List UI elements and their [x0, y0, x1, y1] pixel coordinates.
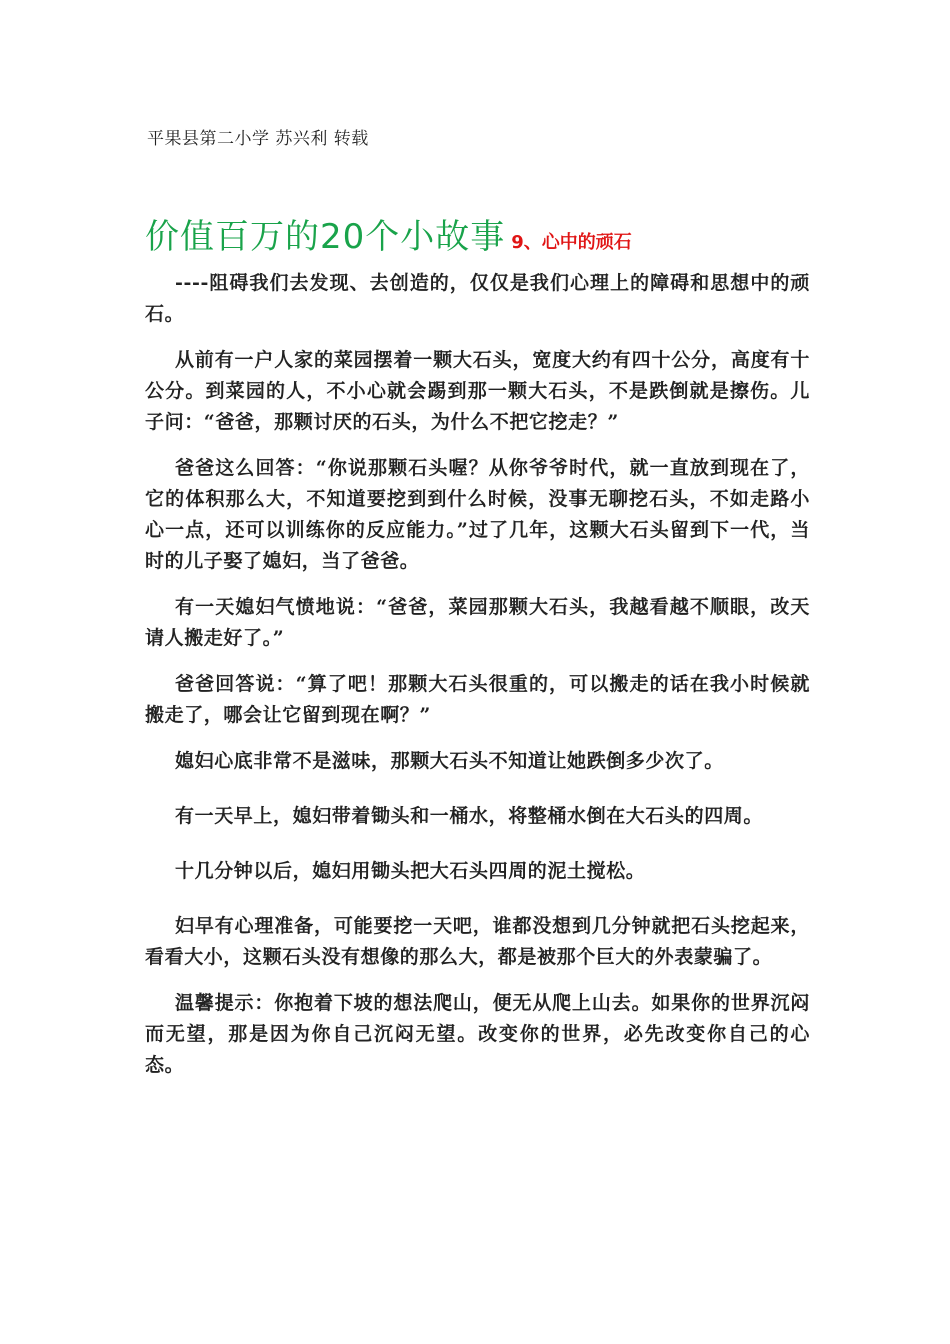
title-main: 价值百万的20个小故事 [145, 217, 506, 257]
paragraph: 媳妇心底非常不是滋味，那颗大石头不知道让她跌倒多少次了。 [175, 750, 724, 772]
attribution-line: 平果县第二小学 苏兴利 转载 [147, 129, 369, 149]
paragraph: 爸爸这么回答：“你说那颗石头喔？从你爷爷时代，就一直放到现在了，它的体积那么大，不知道要挖到到什么时候，没事无聊挖石头，不如走路小心一点，还可以训练你的反应能力。”过了几年，这颗大石头留到下一代，当时的儿子娶了媳妇，当了爸爸。 [145, 457, 810, 572]
paragraph: 从前有一户人家的菜园摆着一颗大石头，宽度大约有四十公分，高度有十公分。到菜园的人，不小心就会踢到那一颗大石头，不是跌倒就是擦伤。儿子问：“爸爸，那颗讨厌的石头，为什么不把它挖走？” [145, 349, 810, 433]
paragraph-intro: ----阻碍我们去发现、去创造的，仅仅是我们心理上的障碍和思想中的顽石。 [145, 272, 810, 325]
paragraph: 妇早有心理准备，可能要挖一天吧，谁都没想到几分钟就把石头挖起来，看看大小，这颗石头没有想像的那么大，都是被那个巨大的外表蒙骗了。 [145, 915, 810, 968]
paragraph: 有一天早上，媳妇带着锄头和一桶水，将整桶水倒在大石头的四周。 [175, 805, 764, 827]
paragraph: 有一天媳妇气愤地说：“爸爸，菜园那颗大石头，我越看越不顺眼，改天请人搬走好了。” [145, 596, 810, 649]
paragraph: 十几分钟以后，媳妇用锄头把大石头四周的泥土搅松。 [175, 860, 646, 882]
paragraph-tip: 温馨提示：你抱着下坡的想法爬山，便无从爬上山去。如果你的世界沉闷而无望，那是因为你自己沉闷无望。改变你的世界，必先改变你自己的心态。 [145, 992, 810, 1076]
story-body [145, 268, 810, 1096]
paragraph: 爸爸回答说：“算了吧！那颗大石头很重的，可以搬走的话在我小时候就搬走了，哪会让它留到现在啊？” [145, 673, 810, 726]
page-title [145, 209, 632, 258]
title-subtitle: 9、心中的顽石 [511, 232, 632, 253]
